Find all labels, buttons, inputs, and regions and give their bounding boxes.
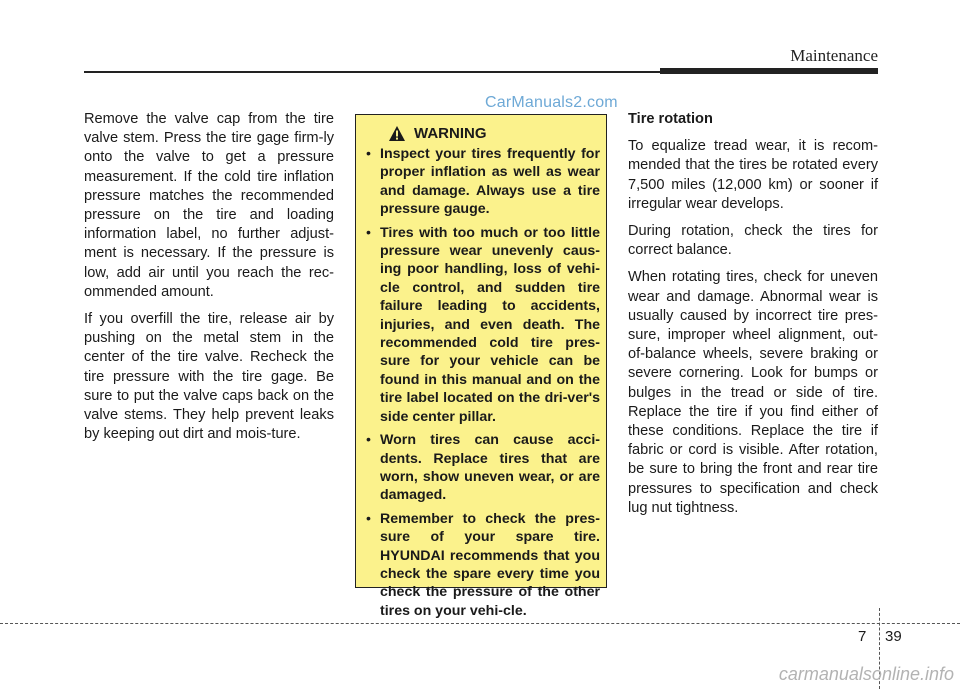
watermark-top[interactable]: CarManuals2.com xyxy=(485,94,618,111)
warning-title: WARNING xyxy=(414,125,487,142)
watermark-bottom[interactable]: carmanualsonline.info xyxy=(778,664,954,684)
warning-list xyxy=(366,145,600,620)
warning-triangle-icon xyxy=(388,125,406,142)
header-rule-thick xyxy=(660,68,878,74)
right-paragraph-2: During rotation, check the tires for correct balance. xyxy=(628,223,878,259)
left-column xyxy=(84,110,334,452)
warning-header xyxy=(388,125,600,142)
right-paragraph-1: To equalize tread wear, it is recom-mended that the tires be rotated every 7,500 miles (12,000 km) or sooner if irregular wear develops. xyxy=(628,138,878,212)
page-number: 39 xyxy=(885,628,902,645)
warning-box xyxy=(355,114,607,619)
header-rule-thin xyxy=(84,71,660,73)
warning-item-spare: • Remember to check the pres-sure of your spare tire. HYUNDAI recommends that you check the spare every time you check the pressure of the other tires on your vehi-cle. xyxy=(366,510,600,620)
left-paragraph-1: Remove the valve cap from the tire valve stem. Press the tire gage firm-ly onto the valve to get a pressure measurement. If the cold tire inflation pressure matches the recommended pressure on the tire and loading information label, no further adjust-ment is necessary. If the pressure is low, add air until you reach the rec-ommended amount. xyxy=(84,111,334,300)
right-column xyxy=(628,110,878,526)
right-paragraph-3: When rotating tires, check for uneven wear and damage. Abnormal wear is usually caused by incorrect tire pres-sure, improper wheel alignment, out-of-balance wheels, severe braking or severe cornering. Look for bumps or bulges in the tread or side of tire. Replace the tire if you find either of these conditions. Replace the tire if fabric or cord is visible. After rotation, be sure to bring the front and rear tire pressures to specification and check lug nut tightness. xyxy=(628,269,878,516)
header-title: Maintenance xyxy=(790,46,878,65)
left-paragraph-2: If you overfill the tire, release air by pushing on the metal stem in the center of the tire valve. Recheck the tire pressure with the tire gage. Be sure to put the valve caps back on the valve stems. They help prevent leaks by keeping out dirt and mois-ture. xyxy=(84,311,334,443)
section-title-tire-rotation: Tire rotation xyxy=(628,111,713,127)
warning-item-pressure: • Tires with too much or too little pressure wear unevenly caus-ing poor handling, loss of vehi-cle control, and sudden tire failure leading to accidents, injuries, and even death. The recommended cold tire pres-sure for your vehicle can be found in this manual and on the tire label located on the dri-ver's side center pillar. xyxy=(366,224,600,426)
page-chapter: 7 xyxy=(858,628,867,645)
warning-item-inspect: • Inspect your tires frequently for proper inflation as well as wear and damage. Always use a tire pressure gauge. xyxy=(366,145,600,219)
footer-dashed-rule xyxy=(0,623,960,624)
warning-item-worn: • Worn tires can cause acci-dents. Replace tires that are worn, show uneven wear, or are damaged. xyxy=(366,431,600,505)
